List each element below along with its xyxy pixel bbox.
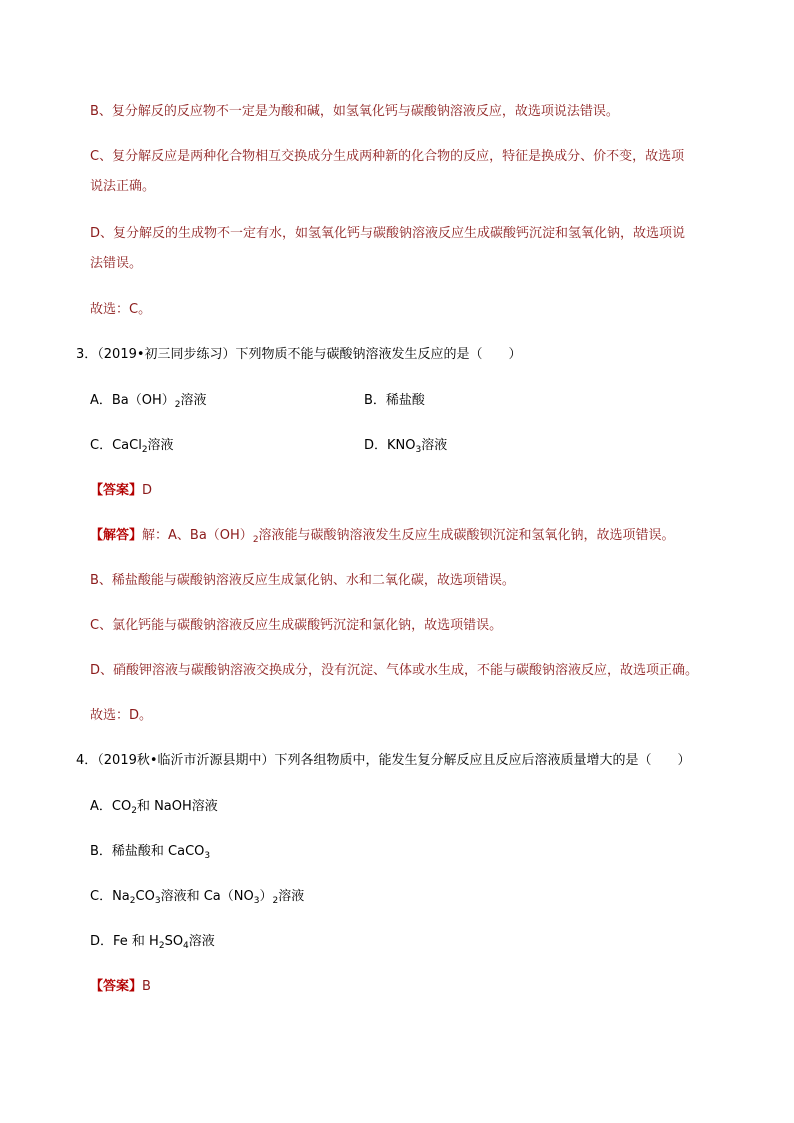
q4-option-d-text-2: SO — [164, 934, 184, 949]
q3-analysis-d: D、硝酸钾溶液与碳酸钠溶液交换成分，没有沉淀、气体或水生成，不能与碳酸钠溶液反应，故选项正确。 — [90, 663, 699, 678]
q3-option-c — [90, 437, 174, 459]
q4-option-b — [90, 843, 210, 865]
q4-option-c-suffix: 溶液 — [278, 889, 305, 904]
q3-option-d-text: D．KNO — [364, 438, 416, 453]
q3-analysis-b: B、稀盐酸能与碳酸钠溶液反应生成氯化钠、水和二氧化碳，故选项错误。 — [90, 573, 515, 588]
q4-option-b-subscript: 3 — [204, 851, 211, 861]
q4-answer-value: B — [142, 979, 151, 994]
q4-option-d-suffix: 溶液 — [188, 934, 215, 949]
q4-option-a — [90, 798, 218, 820]
q2-explanation-d-line2: 法错误。 — [90, 256, 143, 271]
q4-stem: 4．（2019秋•临沂市沂源县期中）下列各组物质中，能发生复分解反应且反应后溶液质量增大的是（ ） — [76, 753, 691, 768]
q2-explanation-b: B、复分解反的反应物不一定是为酸和碱，如氢氧化钙与碳酸钠溶液反应，故选项说法错误。 — [90, 104, 619, 119]
q4-option-d-subscript-1: 2 — [158, 941, 165, 951]
q2-explanation-c-line2: 说法正确。 — [90, 179, 156, 194]
q4-option-c — [90, 888, 304, 910]
q3-answer-value: D — [142, 483, 153, 498]
q3-answer-tag: 【答案】 — [90, 483, 143, 498]
q4-option-c-subscript-1: 2 — [129, 896, 136, 906]
q2-explanation-c-line1: C、复分解反应是两种化合物相互交换成分生成两种新的化合物的反应，特征是换成分、价不变，故选项 — [90, 149, 685, 164]
q3-answer — [90, 482, 152, 500]
q4-option-c-text-4: ） — [259, 889, 273, 904]
q3-option-d-suffix: 溶液 — [421, 438, 448, 453]
q3-option-a — [90, 392, 207, 414]
q4-answer-tag: 【答案】 — [90, 979, 143, 994]
q3-stem: 3．（2019•初三同步练习）下列物质不能与碳酸钠溶液发生反应的是（ ） — [76, 347, 522, 362]
q3-analysis-c: C、氯化钙能与碳酸钠溶液反应生成碳酸钙沉淀和氯化钠，故选项错误。 — [90, 618, 503, 633]
q3-option-a-suffix: 溶液 — [180, 393, 207, 408]
q3-option-a-text: A．Ba（OH） — [90, 393, 175, 408]
q4-option-c-subscript-3: 3 — [253, 896, 260, 906]
q3-analysis-a — [90, 527, 675, 549]
q3-option-c-subscript: 2 — [141, 445, 148, 455]
q4-option-a-subscript: 2 — [131, 806, 137, 816]
q3-option-c-text: C．CaCl — [90, 438, 142, 453]
q4-option-a-suffix: 和 NaOH溶液 — [136, 799, 218, 814]
q3-analysis-tag: 【解答】 — [90, 528, 143, 543]
q4-option-c-text-3: 溶液和 Ca（NO — [160, 889, 254, 904]
q4-option-d — [90, 933, 215, 955]
q3-option-c-suffix: 溶液 — [147, 438, 174, 453]
q4-option-c-subscript-4: 2 — [272, 896, 279, 906]
q2-explanation-d-line1: D、复分解反的生成物不一定有水，如氢氧化钙与碳酸钠溶液反应生成碳酸钙沉淀和氢氧化钠，故选项说 — [90, 226, 686, 241]
q2-choice: 故选：C。 — [90, 302, 152, 317]
q4-answer — [90, 978, 151, 996]
q4-option-b-text: B．稀盐酸和 CaCO — [90, 844, 205, 859]
q4-option-d-subscript-2: 4 — [183, 941, 189, 951]
q4-option-c-text-2: CO — [135, 889, 155, 904]
q4-option-d-text: D．Fe 和 H — [90, 934, 159, 949]
q3-option-d-subscript: 3 — [415, 445, 422, 455]
q4-option-a-text: A．CO — [90, 799, 132, 814]
q3-option-d — [364, 437, 447, 459]
q4-option-c-text: C．Na — [90, 889, 130, 904]
q3-option-a-subscript: 2 — [174, 400, 181, 410]
q3-option-b: B．稀盐酸 — [364, 393, 425, 408]
q3-analysis-a-text: 解：A、Ba（OH） — [142, 528, 253, 543]
q3-analysis-a-suffix: 溶液能与碳酸钠溶液发生反应生成碳酸钡沉淀和氢氧化钠，故选项错误。 — [258, 528, 675, 543]
q4-option-c-subscript-2: 3 — [154, 896, 161, 906]
q3-analysis-a-subscript: 2 — [252, 535, 259, 545]
q3-choice: 故选：D。 — [90, 708, 153, 723]
